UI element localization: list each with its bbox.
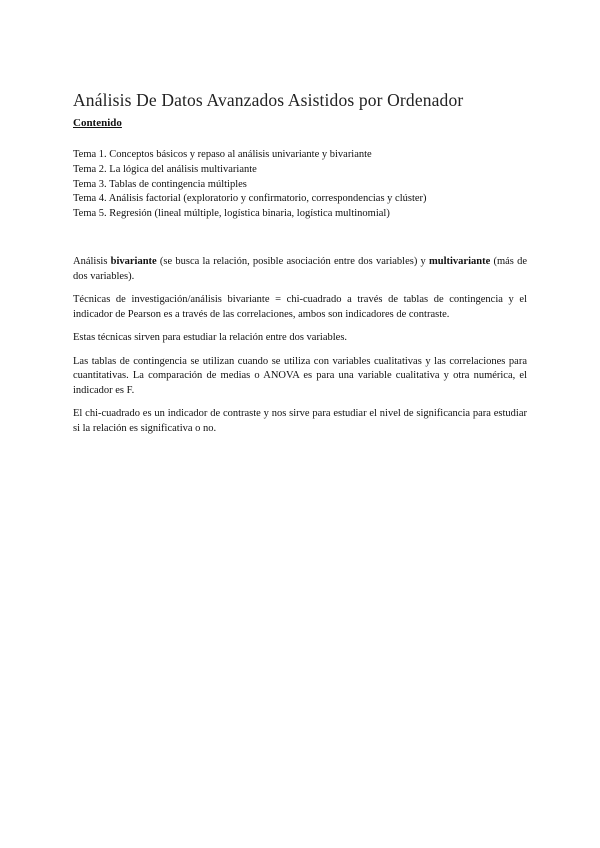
paragraph-chi-cuadrado: El chi-cuadrado es un indicador de contraste y nos sirve para estudiar el nivel de significancia para estudiar si la relación es significativa o no. bbox=[73, 408, 527, 434]
paragraph-text: Análisis bbox=[73, 256, 111, 267]
toc-item-tema-1: Tema 1. Conceptos básicos y repaso al análisis univariante y bivariante bbox=[73, 149, 372, 160]
paragraph-text: (más de dos variables). bbox=[73, 256, 527, 282]
contents-heading: Contenido bbox=[73, 117, 122, 129]
paragraph-tecnicas: Técnicas de investigación/análisis bivariante = chi-cuadrado a través de tablas de contingencia y el indicador de Pearson es a través de las correlaciones, ambos son indicadores de contraste. bbox=[73, 294, 527, 320]
paragraph-estas-tecnicas: Estas técnicas sirven para estudiar la relación entre dos variables. bbox=[73, 332, 348, 343]
toc-item-tema-3: Tema 3. Tablas de contingencia múltiples bbox=[73, 178, 247, 190]
document-title: Análisis De Datos Avanzados Asistidos por Ordenador bbox=[73, 90, 464, 110]
bold-term-multivariante: multivariante bbox=[429, 256, 491, 267]
toc-item-tema-2: Tema 2. La lógica del análisis multivariante bbox=[73, 163, 257, 175]
toc-item-tema-5: Tema 5. Regresión (lineal múltiple, logística binaria, logística multinomial) bbox=[73, 208, 390, 220]
document-body bbox=[73, 255, 527, 445]
paragraph-text: (se busca la relación, posible asociación entre dos variables) y bbox=[156, 256, 430, 267]
table-of-contents bbox=[73, 148, 427, 222]
paragraph-bivariante-multivariante bbox=[73, 255, 527, 284]
bold-term-bivariante: bivariante bbox=[110, 256, 157, 267]
toc-item-tema-4: Tema 4. Análisis factorial (exploratorio y confirmatorio, correspondencias y clúster) bbox=[73, 193, 427, 205]
paragraph-tablas-contingencia: Las tablas de contingencia se utilizan cuando se utiliza con variables cualitativas y las correlaciones para cuantitativas. La comparación de medias o ANOVA es para una variable cualitativa y otra numérica, el indicador es F. bbox=[73, 355, 527, 396]
